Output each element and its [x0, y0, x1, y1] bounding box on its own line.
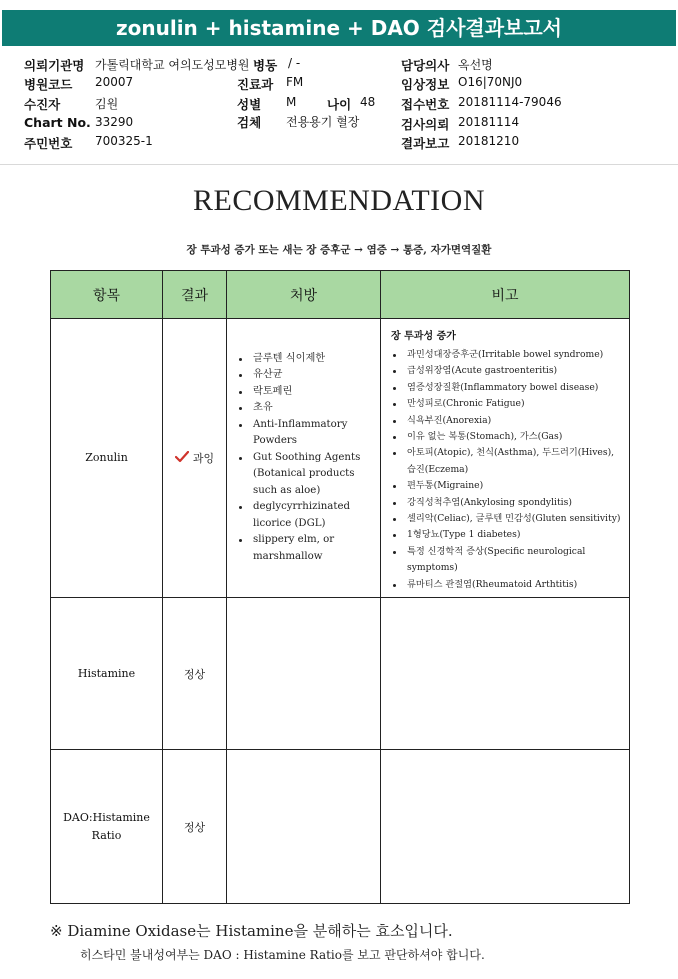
- hospital-code-value: 20007: [95, 75, 134, 89]
- specimen-value: 전용용기 혈장: [286, 115, 360, 129]
- sex-label: 성별: [237, 97, 262, 112]
- item-zonulin: Zonulin: [51, 319, 163, 598]
- ward-label: 병동: [253, 58, 278, 73]
- report-label: 결과보고: [401, 136, 450, 151]
- id-label: 주민번호: [24, 136, 73, 151]
- chart-label: Chart No.: [24, 115, 91, 130]
- list-item: 급성위장염(Acute gastroenteritis): [391, 363, 623, 379]
- note-zonulin: [381, 319, 630, 598]
- sex-value: M: [286, 95, 297, 109]
- list-item: 강직성척추염(Ankylosing spondylitis): [391, 495, 623, 511]
- institution-value: 가톨릭대학교 여의도성모병원: [95, 58, 250, 72]
- table-row-dao-ratio: [51, 750, 630, 904]
- item-dao-ratio: DAO:Histamine Ratio: [51, 750, 163, 904]
- prescription-zonulin: [227, 319, 381, 598]
- patient-info-section: [0, 52, 678, 152]
- clinical-value: O16|70NJ0: [458, 75, 523, 89]
- list-item: 락토페린: [237, 384, 376, 401]
- list-item: Gut Soothing Agents (Botanical products such as aloe): [237, 450, 376, 500]
- list-item: 초유: [237, 400, 376, 417]
- column-header-item: 항목: [51, 271, 163, 319]
- hospital-code-label: 병원코드: [24, 77, 73, 92]
- list-item: 특정 신경학적 증상(Specific neurological symptoms): [391, 544, 623, 577]
- specimen-label: 검체: [237, 115, 262, 130]
- recommendation-subtitle: 장 투과성 증가 또는 새는 장 증후군 → 염증 → 통증, 자가면역질환: [186, 244, 492, 256]
- patient-label: 수진자: [24, 97, 61, 112]
- list-item: 셀리악(Celiac), 글루텐 민감성(Gluten sensitivity): [391, 511, 623, 527]
- report-title: zonulin + histamine + DAO 검사결과보고서: [2, 10, 676, 46]
- item-histamine: Histamine: [51, 598, 163, 750]
- list-item: 과민성대장증후군(Irritable bowel syndrome): [391, 347, 623, 363]
- table-header-row: [51, 271, 630, 319]
- report-value: 20181210: [458, 134, 520, 148]
- institution-label: 의뢰기관명: [24, 58, 85, 73]
- section-divider: [0, 164, 678, 165]
- list-item: 글루텐 식이제한: [237, 351, 376, 368]
- doctor-value: 옥선명: [458, 58, 493, 72]
- prescription-list: [237, 351, 376, 566]
- column-header-result: 결과: [163, 271, 227, 319]
- request-label: 검사의뢰: [401, 117, 450, 132]
- id-value: 700325-1: [95, 134, 153, 148]
- ward-value: / -: [288, 56, 301, 70]
- note-dao-ratio: [381, 750, 630, 904]
- note-histamine: [381, 598, 630, 750]
- table-row-histamine: [51, 598, 630, 750]
- column-header-note: 비고: [381, 271, 630, 319]
- recommendation-table: [50, 270, 630, 904]
- age-label: 나이: [327, 97, 352, 112]
- prescription-histamine: [227, 598, 381, 750]
- list-item: 유산균: [237, 367, 376, 384]
- list-item: 이유 없는 복통(Stomach), 가스(Gas): [391, 429, 623, 445]
- footer-note-secondary: 히스타민 불내성여부는 DAO : Histamine Ratio를 보고 판단하셔야 합니다.: [80, 948, 485, 962]
- list-item: Anti-Inflammatory Powders: [237, 417, 376, 450]
- list-item: 아토피(Atopic), 천식(Asthma), 두드러기(Hives), 습진(Eczema): [391, 445, 623, 478]
- clinical-label: 임상정보: [401, 77, 450, 92]
- list-item: slippery elm, or marshmallow: [237, 532, 376, 565]
- footer-note-primary: ※ Diamine Oxidase는 Histamine을 분해하는 효소입니다.: [50, 922, 453, 940]
- check-icon: [175, 451, 189, 463]
- note-list: [391, 347, 623, 593]
- dept-label: 진료과: [237, 77, 274, 92]
- list-item: 식욕부진(Anorexia): [391, 413, 623, 429]
- list-item: 편두통(Migraine): [391, 478, 623, 494]
- list-item: 류마티스 관절염(Rheumatoid Arthtitis): [391, 577, 623, 593]
- list-item: deglycyrrhizinated licorice (DGL): [237, 499, 376, 532]
- list-item: 1형당뇨(Type 1 diabetes): [391, 527, 623, 543]
- receipt-value: 20181114-79046: [458, 95, 562, 109]
- table-row-zonulin: [51, 319, 630, 598]
- column-header-prescription: 처방: [227, 271, 381, 319]
- prescription-dao-ratio: [227, 750, 381, 904]
- age-value: 48: [360, 95, 376, 109]
- result-dao-ratio: 정상: [163, 750, 227, 904]
- list-item: 만성피로(Chronic Fatigue): [391, 396, 623, 412]
- result-zonulin: [163, 319, 227, 598]
- note-heading: 장 투과성 증가: [391, 330, 456, 342]
- dept-value: FM: [286, 75, 304, 89]
- chart-value: 33290: [95, 115, 134, 129]
- result-zonulin-text: 과잉: [192, 452, 215, 465]
- result-histamine: 정상: [163, 598, 227, 750]
- receipt-label: 접수번호: [401, 97, 450, 112]
- recommendation-title: RECOMMENDATION: [193, 184, 485, 217]
- patient-value: 김원: [95, 97, 119, 111]
- request-value: 20181114: [458, 115, 520, 129]
- doctor-label: 담당의사: [401, 58, 450, 73]
- list-item: 염증성장질환(Inflammatory bowel disease): [391, 380, 623, 396]
